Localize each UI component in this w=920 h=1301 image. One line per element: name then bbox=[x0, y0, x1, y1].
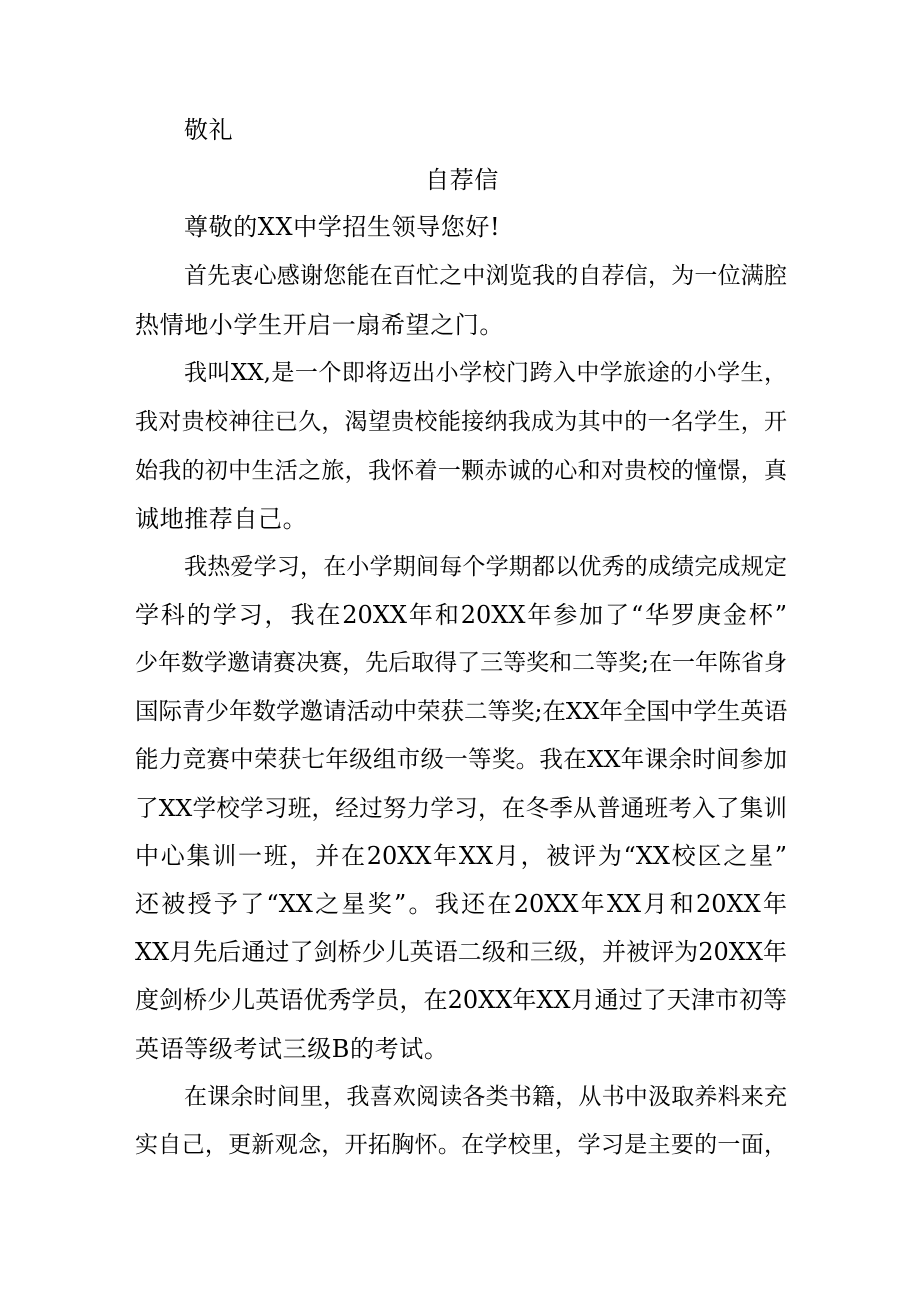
salutation: 尊敬的XX中学招生领导您好! bbox=[184, 213, 501, 241]
paragraph-3-line-7: 中心集训一班，并在20XX年XX月，被评为“XX校区之星” bbox=[135, 842, 787, 870]
paragraph-3-line-4: 国际青少年数学邀请活动中荣获二等奖;在XX年全国中学生英语 bbox=[135, 697, 788, 725]
closing-text: 敬礼 bbox=[184, 116, 234, 144]
paragraph-3-line-6: 了XX学校学习班，经过努力学习，在冬季从普通班考入了集训 bbox=[135, 794, 787, 822]
paragraph-3-line-3: 少年数学邀请赛决赛，先后取得了三等奖和二等奖;在一年陈省身 bbox=[135, 650, 787, 676]
paragraph-3-line-5: 能力竞赛中荣获七年级组市级一等奖。我在XX年课余时间参加 bbox=[135, 745, 787, 773]
paragraph-1-line-2: 热情地小学生开启一扇希望之门。 bbox=[135, 311, 504, 339]
paragraph-3-line-1: 我热爱学习，在小学期间每个学期都以优秀的成绩完成规定 bbox=[184, 554, 787, 580]
paragraph-3-line-10: 度剑桥少儿英语优秀学员，在20XX年XX月通过了天津市初等 bbox=[135, 986, 787, 1014]
paragraph-2-line-2: 我对贵校神往已久，渴望贵校能接纳我成为其中的一名学生，开 bbox=[135, 409, 787, 435]
paragraph-1-line-1: 首先衷心感谢您能在百忙之中浏览我的自荐信，为一位满腔 bbox=[184, 263, 787, 289]
paragraph-4-line-2: 实自己，更新观念，开拓胸怀。在学校里，学习是主要的一面， bbox=[135, 1132, 787, 1158]
paragraph-3-line-9: XX月先后通过了剑桥少儿英语二级和三级，并被评为20XX年 bbox=[135, 938, 787, 966]
paragraph-3-line-2: 学科的学习，我在20XX年和20XX年参加了“华罗庚金杯” bbox=[135, 601, 787, 629]
paragraph-4-line-1: 在课余时间里，我喜欢阅读各类书籍，从书中汲取养料来充 bbox=[184, 1084, 787, 1110]
paragraph-2-line-3: 始我的初中生活之旅，我怀着一颗赤诚的心和对贵校的憧憬，真 bbox=[135, 458, 787, 484]
paragraph-2-line-4: 诚地推荐自己。 bbox=[135, 505, 308, 533]
paragraph-3-line-8: 还被授予了“XX之星奖”。我还在20XX年XX月和20XX年 bbox=[135, 890, 787, 918]
paragraph-3-line-11: 英语等级考试三级B的考试。 bbox=[135, 1035, 449, 1063]
letter-title: 自荐信 bbox=[425, 166, 499, 194]
paragraph-2-line-1: 我叫XX,是一个即将迈出小学校门跨入中学旅途的小学生， bbox=[184, 360, 787, 386]
